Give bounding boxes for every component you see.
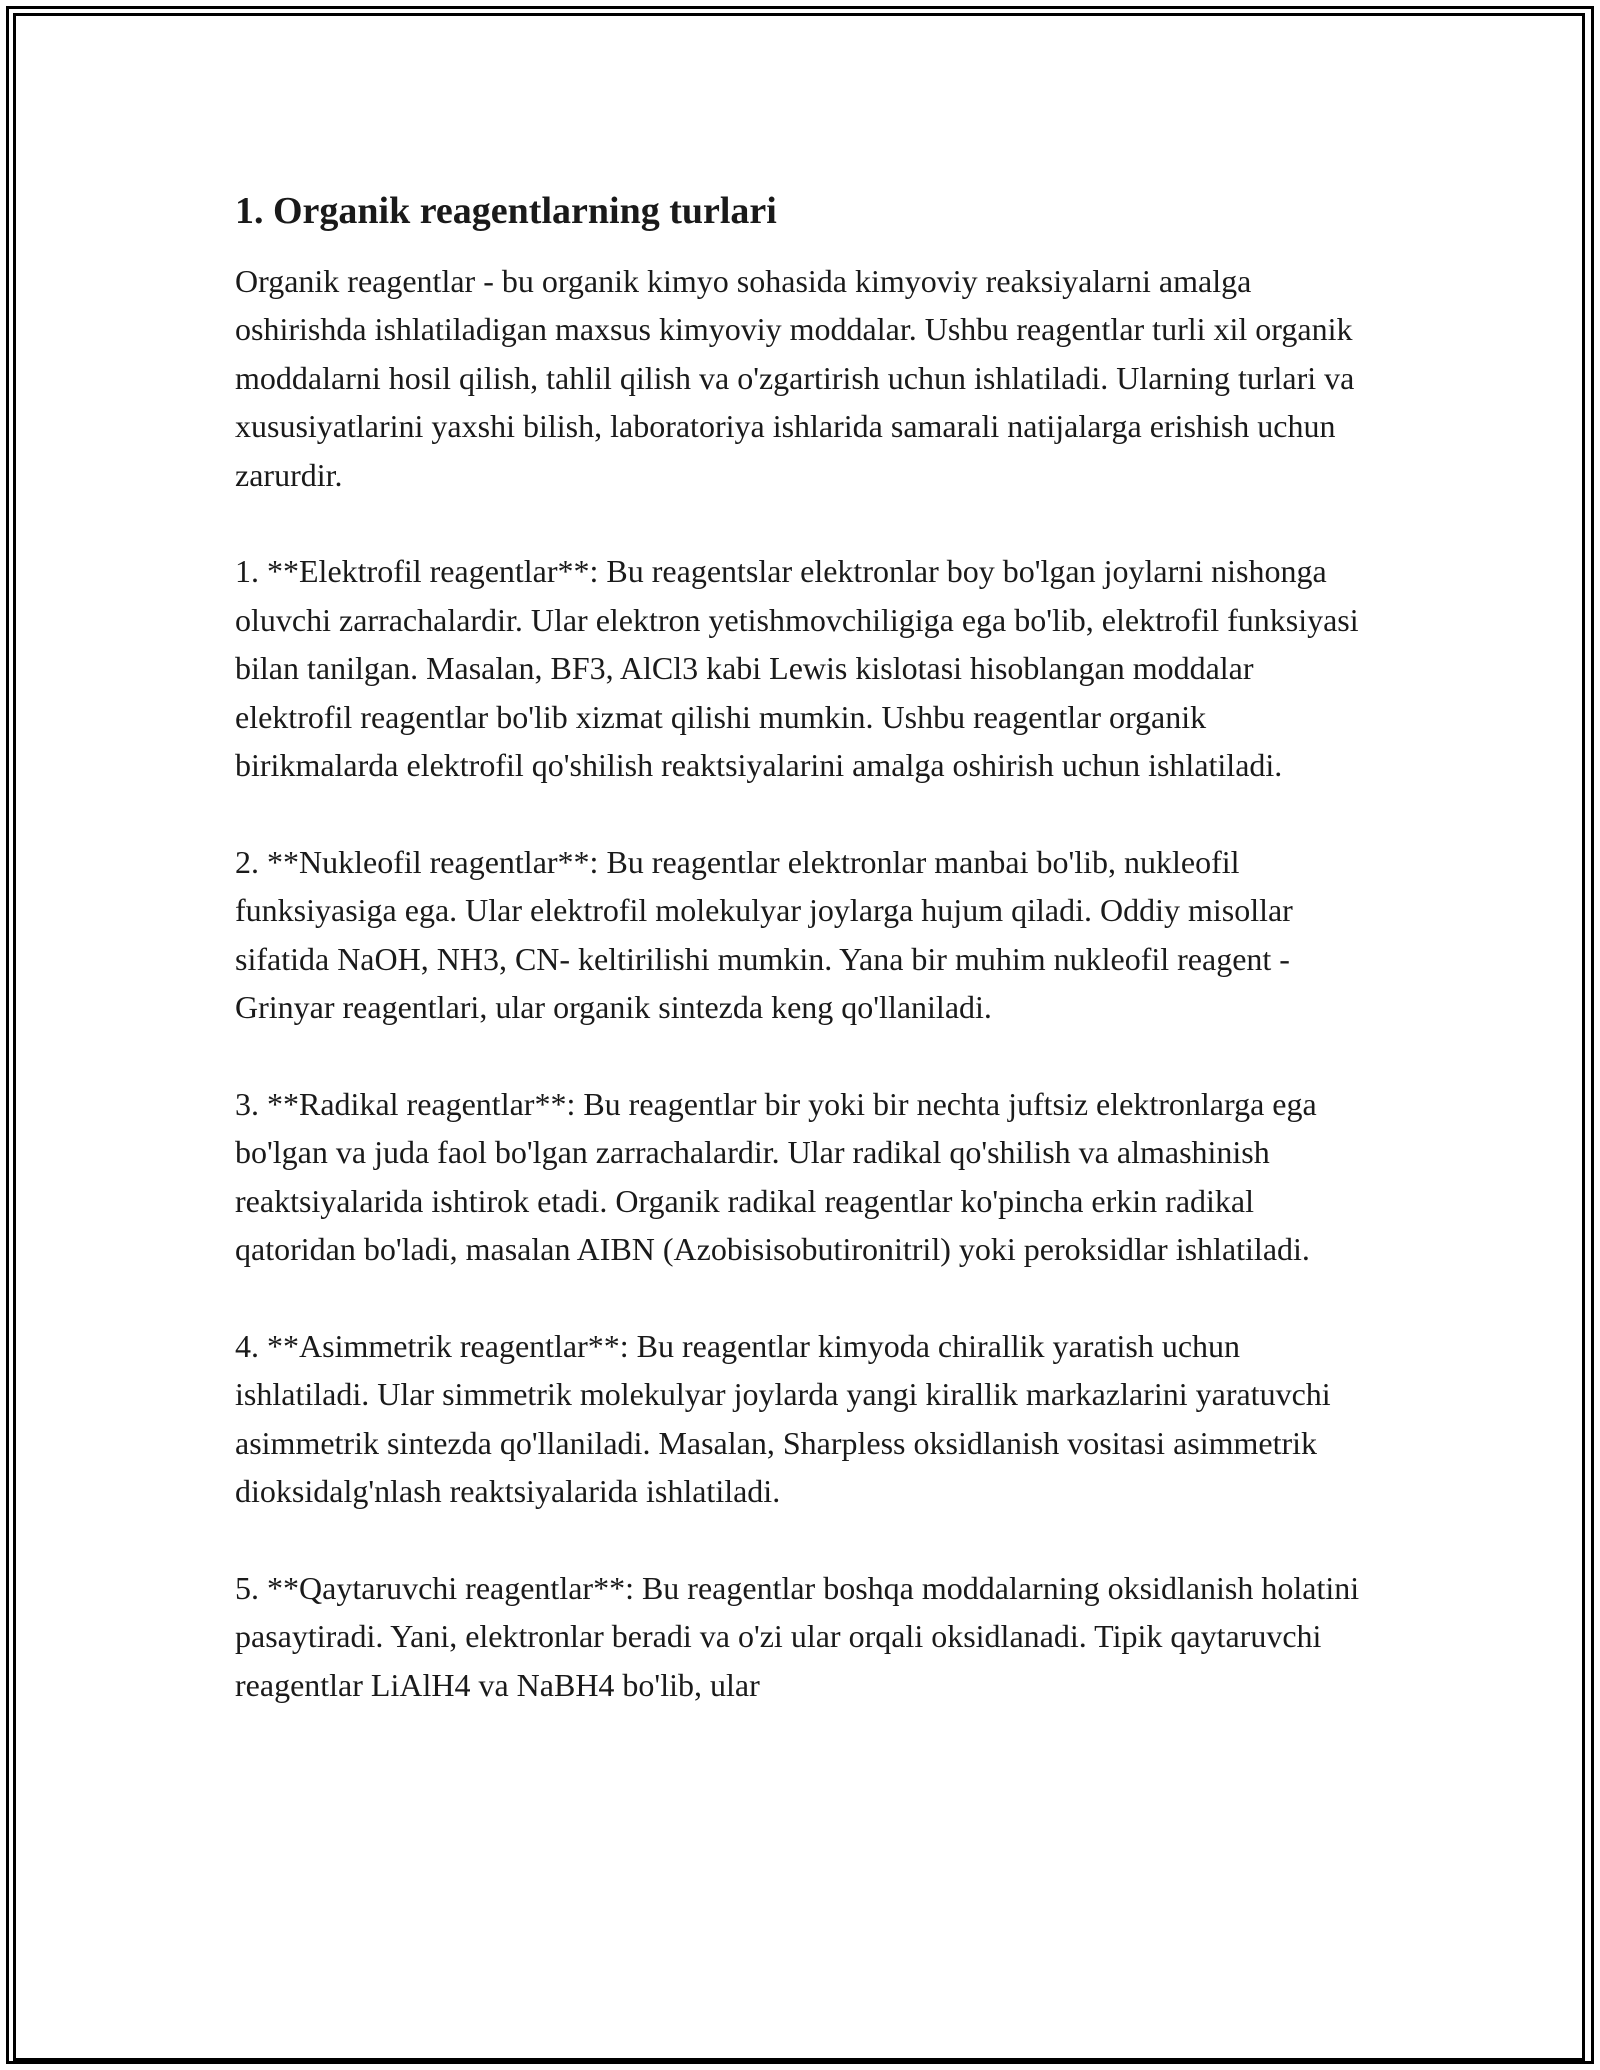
paragraph-radical: 3. **Radikal reagentlar**: Bu reagentlar bir yoki bir nechta juftsiz elektronlarga ega bo'lgan va juda faol bo'lgan zarrachalardir. Ular radikal qo'shilish va almashinish reaktsiyalarida ishtirok etadi. Organik radikal reagentlar ko'pincha erkin radikal qatoridan bo'ladi, masalan AIBN (Azobisisobutironitril) yoki peroksidlar ishlatiladi. — [235, 1085, 1317, 1268]
document-body — [235, 187, 1365, 1758]
paragraph-electrophilic: 1. **Elektrofil reagentlar**: Bu reagentslar elektronlar boy bo'lgan joylarni nishonga oluvchi zarrachalardir. Ular elektron yetishmovchiligiga ega bo'lib, elektrofil funksiyasi bilan tanilgan. Masalan, BF3, AlCl3 kabi Lewis kislotasi hisoblangan moddalar elektrofil reagentlar bo'lib xizmat qilishi mumkin. Ushbu reagentlar organik birikmalarda elektrofil qo'shilish reaktsiyalarini amalga oshirish uchun ishlatiladi. — [235, 553, 1359, 784]
intro-paragraph: Organik reagentlar - bu organik kimyo sohasida kimyoviy reaksiyalarni amalga oshirishda ishlatiladigan maxsus kimyoviy moddalar. Ushbu reagentlar turli xil organik moddalarni hosil qilish, tahlil qilish va o'zgartirish uchun ishlatiladi. Ularning turlari va xususiyatlarini yaxshi bilish, laboratoriya ishlarida samarali natijalarga erishish uchun zarurdir. — [235, 263, 1355, 493]
page-title: 1. Organik reagentlarning turlari — [235, 190, 777, 232]
paragraph-nucleophilic: 2. **Nukleofil reagentlar**: Bu reagentlar elektronlar manbai bo'lib, nukleofil funksiyasiga ega. Ular elektrofil molekulyar joylarga hujum qiladi. Oddiy misollar sifatida NaOH, NH3, CN- keltirilishi mumkin. Yana bir muhim nukleofil reagent - Grinyar reagentlari, ular organik sintezda keng qo'llaniladi. — [235, 843, 1293, 1026]
paragraph-reducing: 5. **Qaytaruvchi reagentlar**: Bu reagentlar boshqa moddalarning oksidlanish holatini pasaytiradi. Yani, elektronlar beradi va o'zi ular orqali oksidlanadi. Tipik qaytaruvchi reagentlar LiAlH4 va NaBH4 bo'lib, ular — [235, 1569, 1360, 1703]
paragraph-asymmetric: 4. **Asimmetrik reagentlar**: Bu reagentlar kimyoda chirallik yaratish uchun ishlatiladi. Ular simmetrik molekulyar joylarda yangi kirallik markazlarini yaratuvchi asimmetrik sintezda qo'llaniladi. Masalan, Sharpless oksidlanish vositasi asimmetrik dioksidalg'nlash reaktsiyalarida ishlatiladi. — [235, 1327, 1331, 1510]
